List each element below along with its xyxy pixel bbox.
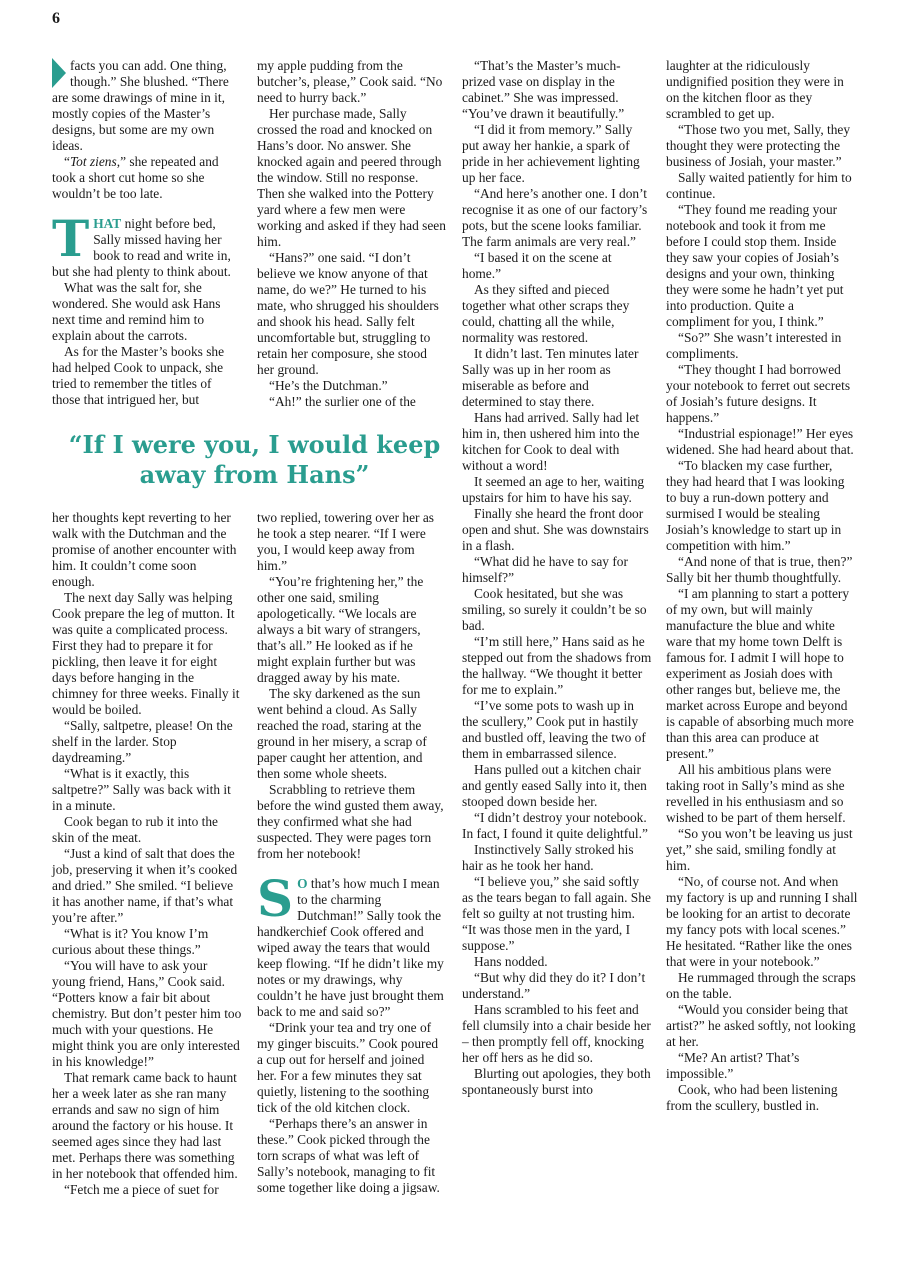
drop-cap: S bbox=[257, 869, 294, 928]
column-4 bbox=[666, 58, 858, 1114]
paragraph: “He’s the Dutchman.” bbox=[269, 378, 388, 393]
paragraph: “They thought I had borrowed your notebook to ferret out secrets of Josiah’s future designs. It happens.” bbox=[666, 362, 851, 425]
paragraph: “That’s the Master’s much-prized vase on display in the cabinet.” She was impressed. “You’ve drawn it beautifully.” bbox=[462, 58, 625, 121]
paragraph: “Hans?” one said. “I don’t believe we know anyone of that name, do we?” He turned to his mate, who shrugged his shoulders and shook his head. Sally felt uncomfortable but, struggling to retain her composure, she stood her ground. bbox=[257, 250, 439, 377]
triangle-marker-icon bbox=[52, 58, 66, 88]
column-1-top bbox=[52, 58, 242, 408]
paragraph: “I’m still here,” Hans said as he stepped out from the shadows from the hallway. “We thought it better for me to explain.” bbox=[462, 634, 652, 697]
paragraph: “Ah!” the surlier one of the bbox=[269, 394, 416, 409]
paragraph: “To blacken my case further, they had heard that I was looking to buy a run-down pottery and surmised I would be stealing Josiah’s knowledge to start up in competition with him.” bbox=[666, 458, 845, 553]
paragraph: The next day Sally was helping Cook prepare the leg of mutton. It was quite a complicated process. First they had to prepare it for pickling, then leave it for eight days before hanging in the chimney for three weeks. Finally it would be boiled. bbox=[52, 590, 240, 717]
paragraph: “What did he have to say for himself?” bbox=[462, 554, 628, 585]
paragraph: “I didn’t destroy your notebook. In fact, I found it quite delightful.” bbox=[462, 810, 648, 841]
page-number: 6 bbox=[52, 10, 60, 27]
paragraph: “So?” She wasn’t interested in compliments. bbox=[666, 330, 842, 361]
paragraph: “Just a kind of salt that does the job, preserving it when it’s cooked and dried.” She smiled. “I believe it has another name, if that’s what you’re after.” bbox=[52, 846, 238, 925]
paragraph: It didn’t last. Ten minutes later Sally was up in her room as miserable as before and determined to stay there. bbox=[462, 346, 639, 409]
paragraph: “Fetch me a piece of suet for bbox=[64, 1182, 219, 1197]
paragraph: “Sally, saltpetre, please! On the shelf in the larder. Stop daydreaming.” bbox=[52, 718, 233, 765]
paragraph: That remark came back to haunt her a week later as she ran many errands and saw no sign of him around the factory or his house. It seemed ages since they had last met. Perhaps there was something in her notebook that offended him. bbox=[52, 1070, 238, 1181]
paragraph: Scrabbling to retrieve them before the wind gusted them away, they confirmed what she had suspected. They were pages torn from her notebook! bbox=[257, 782, 444, 861]
paragraph: “Would you consider being that artist?” he asked softly, not looking at her. bbox=[666, 1002, 856, 1049]
column-1-bottom bbox=[52, 510, 242, 1198]
paragraph: Sally waited patiently for him to continue. bbox=[666, 170, 852, 201]
paragraph: “You’re frightening her,” the other one said, smiling apologetically. “We locals are always a bit wary of strangers, that’s all.” He looked as if he might explain further but was dragged away by his mate. bbox=[257, 574, 424, 685]
paragraph: The sky darkened as the sun went behind a cloud. As Sally reached the road, staring at the ground in her misery, a scrap of paper caught her attention, and then some whole sheets. bbox=[257, 686, 427, 781]
paragraph: Cook hesitated, but she was smiling, so surely it couldn’t be so bad. bbox=[462, 586, 647, 633]
paragraph: “I believe you,” she said softly as the tears began to fall again. She felt so guilty at not trusting him. “It was those men in the yard, I suppose.” bbox=[462, 874, 651, 953]
column-3 bbox=[462, 58, 652, 1098]
paragraph: “They found me reading your notebook and took it from me before I could stop them. Inside they saw your copies of Josiah’s designs and your own, thinking they were some he hadn’t yet put into production. Quite a compliment for you, I think.” bbox=[666, 202, 844, 329]
paragraph: Hans pulled out a kitchen chair and gently eased Sally into it, then stooped down beside her. bbox=[462, 762, 647, 809]
paragraph: “I did it from memory.” Sally put away her hankie, a spark of pride in her achievement lighting up her face. bbox=[462, 122, 640, 185]
paragraph: “And here’s another one. I don’t recognise it as one of our factory’s pots, but the scene looks familiar. The farm animals are very real.” bbox=[462, 186, 648, 249]
paragraph: “I’ve some pots to wash up in the scullery,” Cook put in hastily and bustled off, leaving the two of them in embarrassed silence. bbox=[462, 698, 646, 761]
paragraph: As they sifted and pieced together what other scraps they could, chatting all the while, normality was restored. bbox=[462, 282, 630, 345]
paragraph: “No, of course not. And when my factory is up and running I shall be looking for an artist to decorate my fancy pots with local scenes.” He hesitated. “Rather like the ones that were in your notebook.” bbox=[666, 874, 858, 969]
column-2-bottom bbox=[257, 510, 447, 1196]
paragraph: her thoughts kept reverting to her walk with the Dutchman and the promise of another encounter with him. It couldn’t come soon enough. bbox=[52, 510, 237, 589]
paragraph: two replied, towering over her as he took a step nearer. “If I were you, I would keep away from him.” bbox=[257, 510, 434, 573]
paragraph: As for the Master’s books she had helped Cook to unpack, she tried to remember the titles of those that intrigued her, but bbox=[52, 344, 225, 407]
paragraph: Hans had arrived. Sally had let him in, then ushered him into the kitchen for Cook to deal with without a word! bbox=[462, 410, 640, 473]
paragraph: THAT night before bed, Sally missed having her book to read and write in, but she had plenty to think about. bbox=[52, 209, 231, 279]
paragraph: “What is it? You know I’m curious about these things.” bbox=[52, 926, 209, 957]
paragraph: “Those two you met, Sally, they thought they were protecting the business of Josiah, your master.” bbox=[666, 122, 851, 169]
paragraph: Hans nodded. bbox=[474, 954, 548, 969]
paragraph: S O that’s how much I mean to the charming Dutchman!” Sally took the handkerchief Cook offered and wiped away the tears that would keep flowing. “If he didn’t like my notes or my drawings, why couldn’t he have just brought them back to me and said so?” bbox=[257, 869, 444, 1019]
paragraph: “And none of that is true, then?” Sally bit her thumb thoughtfully. bbox=[666, 554, 853, 585]
paragraph: What was the salt for, she wondered. She would ask Hans next time and remind him to explain about the carrots. bbox=[52, 280, 221, 343]
paragraph: “Industrial espionage!” Her eyes widened. She had heard about that. bbox=[666, 426, 854, 457]
paragraph: “Perhaps there’s an answer in these.” Cook picked through the torn scraps of what was left of Sally’s notebook, managing to fit some together like doing a jigsaw. bbox=[257, 1116, 440, 1195]
paragraph: “Tot ziens,” she repeated and took a short cut home so she wouldn’t be too late. bbox=[52, 154, 219, 201]
paragraph: “You will have to ask your young friend, Hans,” Cook said. “Potters know a fair bit about chemistry. But don’t pester him too much with your questions. He might think you are only interested in his knowledge!” bbox=[52, 958, 242, 1069]
paragraph: It seemed an age to her, waiting upstairs for him to have his say. bbox=[462, 474, 645, 505]
paragraph: “I based it on the scene at home.” bbox=[462, 250, 612, 281]
paragraph: Blurting out apologies, they both spontaneously burst into bbox=[462, 1066, 651, 1097]
paragraph: “Me? An artist? That’s impossible.” bbox=[666, 1050, 800, 1081]
paragraph: Cook, who had been listening from the scullery, bustled in. bbox=[666, 1082, 838, 1113]
paragraph: Finally she heard the front door open and shut. She was downstairs in a flash. bbox=[462, 506, 649, 553]
paragraph: “But why did they do it? I don’t understand.” bbox=[462, 970, 646, 1001]
pull-quote: “If I were you, I would keep away from Hans” bbox=[68, 430, 441, 489]
paragraph: Instinctively Sally stroked his hair as he took her hand. bbox=[462, 842, 634, 873]
paragraph: “Drink your tea and try one of my ginger biscuits.” Cook poured a cup out for herself and joined her. For a few minutes they sat quietly, listening to the soothing tick of the old kitchen clock. bbox=[257, 1020, 439, 1115]
paragraph: facts you can add. One thing, though.” She blushed. “There are some drawings of mine in it, mostly copies of the Master’s designs, but some are my own ideas. bbox=[52, 58, 229, 153]
paragraph: Cook began to rub it into the skin of the meat. bbox=[52, 814, 218, 845]
paragraph: He rummaged through the scraps on the table. bbox=[666, 970, 856, 1001]
paragraph: All his ambitious plans were taking root in Sally’s mind as she revelled in his enthusiasm and so wished to be part of them herself. bbox=[666, 762, 846, 825]
paragraph: my apple pudding from the butcher’s, please,” Cook said. “No need to hurry back.” bbox=[257, 58, 443, 105]
paragraph: Hans scrambled to his feet and fell clumsily into a chair beside her – then promptly fell off, knocking her off hers as he did so. bbox=[462, 1002, 651, 1065]
paragraph: “What is it exactly, this saltpetre?” Sally was back with it in a minute. bbox=[52, 766, 231, 813]
paragraph: “So you won’t be leaving us just yet,” she said, smiling fondly at him. bbox=[666, 826, 853, 873]
paragraph: “I am planning to start a pottery of my own, but will mainly manufacture the blue and white ware that my home town Delft is famous for. I admit I will hope to experiment as Josiah does with other ranges but, believe me, the market across Europe and beyond is capable of absorbing much more than this area can produce at present.” bbox=[666, 586, 854, 761]
drop-cap: T bbox=[52, 209, 90, 268]
paragraph: laughter at the ridiculously undignified position they were in on the kitchen floor as they scrambled to get up. bbox=[666, 58, 844, 121]
paragraph: Her purchase made, Sally crossed the road and knocked on Hans’s door. No answer. She knocked again and peered through the window. Still no response. Then she walked into the Pottery yard where a few men were working and asked if they had seen him. bbox=[257, 106, 446, 249]
column-2-top bbox=[257, 58, 447, 410]
